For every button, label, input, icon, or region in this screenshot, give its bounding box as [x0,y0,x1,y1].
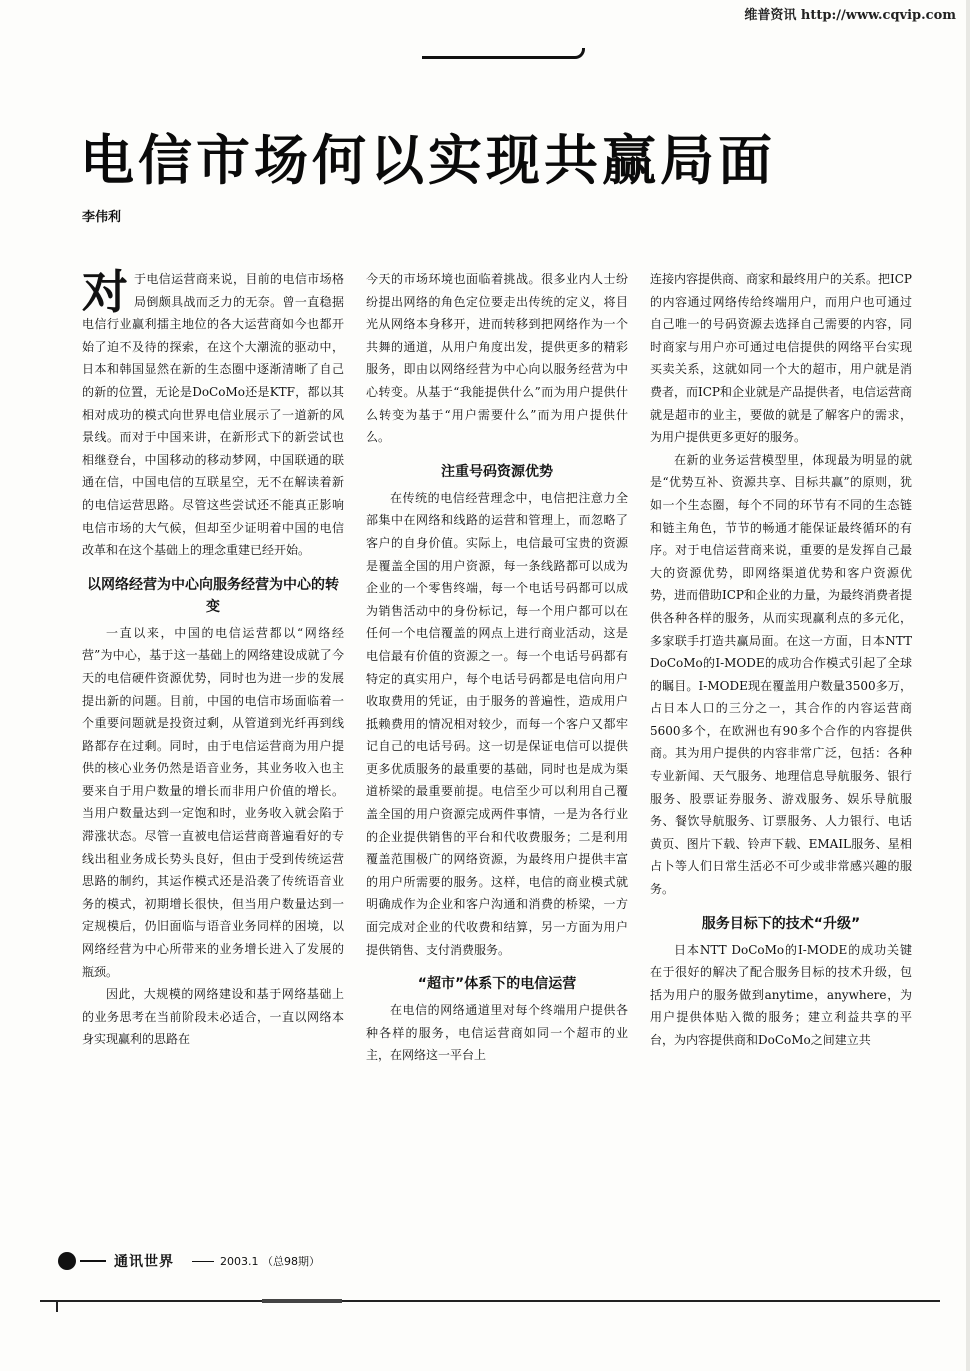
bottom-tick [56,1300,58,1312]
column-1 [82,268,344,1228]
paragraph: 日本NTT DoCoMo的I-MODE的成功关键在于很好的解决了配合服务目标的技术升级，包括为用户的服务做到anytime，anywhere，为用户提供体贴入微的服务；建立利益共享的平台，为内容提供商和DoCoMo之间建立共 [650,942,912,1047]
paragraph: 因此，大规模的网络建设和基于网络基础上的业务思考在当前阶段未必适合，一直以网络本身实现赢利的思路在 [82,987,344,1047]
column-2 [366,268,628,1228]
section-heading-2: 注重号码资源优势 [441,463,553,480]
bottom-mark [262,1299,342,1303]
paragraph: 在新的业务运营模型里，体现最为明显的就是“优势互补、资源共享、目标共赢”的原则，犹如一个生态圈，每个不同的环节有不同的生态链和链主角色，节节的畅通才能保证最终循环的有序。对于电信运营商来说，重要的是发挥自己最大的资源优势，即网络渠道优势和客户资源优势，进而借助ICP和企业的力量，为最终消费者提供各种各样的服务，从而实现赢利点的多元化，多家联手打造共赢局面。在这一方面，日本NTT DoCoMo的I-MODE的成功合作模式引起了全球的瞩目。I-MODE现在覆盖用户数量3500多万，占日本人口的三分之一，其合作的内容运营商5600多个，在欧洲也有90多个合作的内容提供商。其为用户提供的内容非常广泛，包括：各种专业新闻、天气服务、地理信息导航服务、银行服务、股票证券服务、游戏服务、娱乐导航服务、餐饮导航服务、订票服务、人力银行、电话黄页、图片下载、铃声下载、EMAIL服务、星相占卜等人们日常生活必不可少或非常感兴趣的服务。 [650,452,912,897]
paragraph: 在电信的网络通道里对每个终端用户提供各种各样的服务，电信运营商如同一个超市的业主，在网络这一平台上 [366,1003,628,1063]
column-3 [650,268,912,1228]
footer-divider [80,1260,106,1262]
page-marker-icon [58,1252,76,1270]
section-heading-3: “超市”体系下的电信运营 [417,976,577,993]
footer-dash [192,1261,214,1262]
intro-text: 于电信运营商来说，目前的电信市场格局倒颇具战而乏力的无奈。曾一直稳据电信行业赢利擂主地位的各大运营商如今也都开始了迫不及待的探索，在这个大潮流的驱动中，日本和韩国显然在新的生态圈中逐渐清晰了自己的新的位置，无论是DoCoMo还是KTF，都以其相对成功的模式向世界电信业展示了一道新的风景线。而对于中国来讲，在新形式下的新尝试也相继登台，中国移动的移动梦网，中国联通的联通在信，中国电信的互联星空，无不在解读着新的电信运营思路。尽管这些尝试还不能真正影响电信市场的大气候，但却至少证明着中国的电信改革和在这个基础上的理念重建已经开始。 [82,272,344,558]
source-watermark: 维普资讯 http://www.cqvip.com [744,8,956,23]
issue-info: 2003.1 （总98期） [220,1255,320,1268]
paragraph: 连接内容提供商、商家和最终用户的关系。把ICP的内容通过网络传给终端用户，而用户也可通过自己唯一的号码资源去选择自己需要的内容，同时商家与用户亦可通过电信提供的网络平台实现买卖关系，这就如同一个大的超市，用户就是消费者，而ICP和企业就是产品提供者，电信运营商就是超市的业主，要做的就是了解客户的需求，为用户提供更多更好的服务。 [650,272,912,445]
paragraph: 一直以来，中国的电信运营都以“网络经营”为中心，基于这一基础上的网络建设成就了今天的电信硬件资源优势，同时也为进一步的发展提出新的问题。目前，中国的电信市场面临着一个重要问题就是投资过剩，从管道到光纤再到线路都存在过剩。同时，由于电信运营商为用户提供的核心业务仍然是语音业务，其业务收入也主要来自于用户数量的增长而非用户价值的增长。当用户数量达到一定饱和时，业务收入就会陷于滞涨状态。尽管一直被电信运营商普遍看好的专线出租业务成长势头良好，但由于受到传统运营思路的制约，其运作模式还是沿袭了传统语音业务的模式，初期增长很快，但当用户数量达到一定规模后，仍旧面临与语音业务同样的困境，以网络经营为中心所带来的业务增长进入了发展的瓶颈。 [82,625,344,979]
page-footer [58,1249,320,1273]
drop-cap: 对 [82,268,128,319]
article-body [82,268,912,1228]
paragraph: 在传统的电信经营理念中，电信把注意力全部集中在网络和线路的运营和管理上，而忽略了客户的自身价值。实际上，电信最可宝贵的资源是覆盖全国的用户资源，每一条线路都可以成为企业的一个零售终端，每一个电话号码都可以成为销售活动中的身份标记，每一个用户都可以在任何一个电信覆盖的网点上进行商业活动，这是电信最有价值的资源之一。每一个电话号码都有特定的真实用户，每个电话号码都是电信向用户收取费用的凭证，由于服务的普遍性，造成用户抵赖费用的情况相对较少，而每一个客户又都牢记自己的电话号码。这一切是保证电信可以提供更多优质服务的最重要的基础，同时也是成为渠道桥梁的最重要前提。电信至少可以利用自己覆盖全国的用户资源完成两件事情，一是为各行业的企业提供销售的平台和代收费服务；二是利用覆盖范围极广的网络资源，为最终用户提供丰富的用户所需要的服务。这样，电信的商业模式就明确成作为企业和客户沟通和消费的桥梁，一方面完成对企业的代收费和结算，另一方面为用户提供销售、支付消费服务。 [366,490,628,957]
journal-name: 通讯世界 [114,1254,174,1270]
article-author: 李伟利 [82,210,122,225]
header-rule [422,48,585,59]
bottom-rule [40,1300,940,1302]
intro-paragraph [82,268,344,562]
article-title: 电信市场何以实现共赢局面 [80,129,776,192]
section-heading-4: 服务目标下的技术“升级” [701,915,861,932]
paragraph: 今天的市场环境也面临着挑战。很多业内人士纷纷提出网络的角色定位要走出传统的定义，将目光从网络本身移开，进而转移到把网络作为一个共舞的通道，从用户角度出发，提供更多的精彩服务，即由以网络经营为中心向以服务经营为中心转变。从基于“我能提供什么”而为用户提供什么转变为基于“用户需要什么”而为用户提供什么。 [366,272,628,445]
section-heading-1: 以网络经营为中心向服务经营为中心的转变 [87,576,339,615]
page-edge [966,0,970,1371]
